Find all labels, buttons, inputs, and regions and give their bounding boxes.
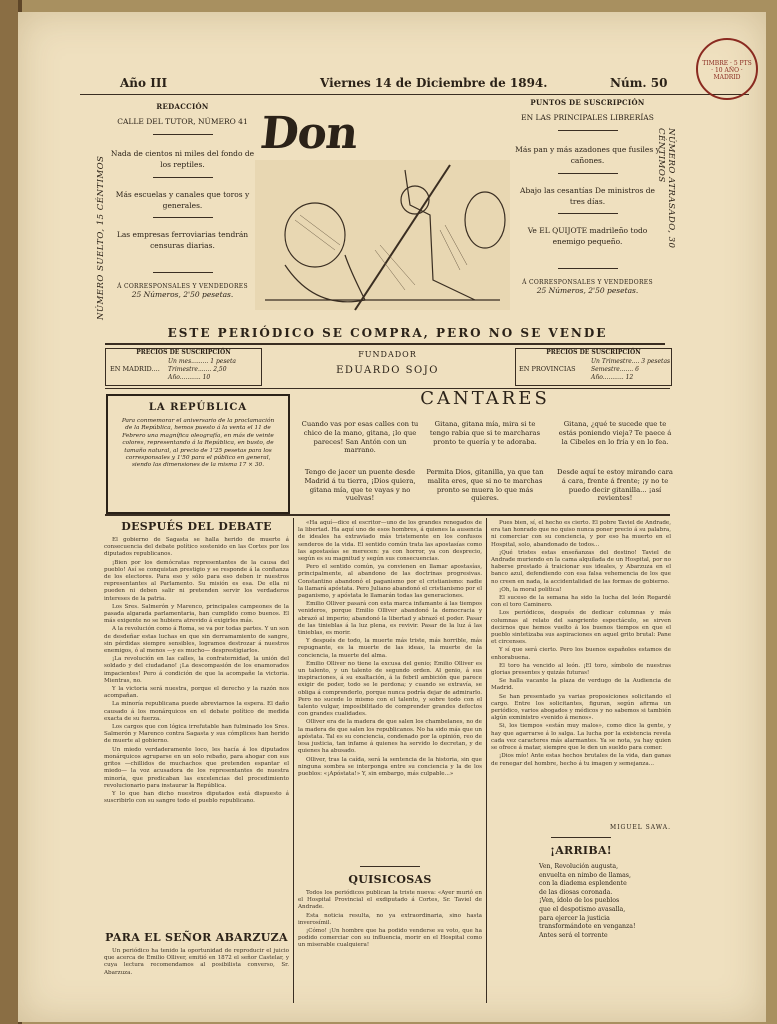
debate-p7: La minoría republicana puede abreviarnos la espera. El daño causado á los monárquicos en el debate político de medida exacta de su fuerza. [104, 701, 289, 722]
cantar-3: Gitana, ¿qué te sucede que te estás poniendo vieja? Te paece á la Cibeles en lo fría y en lo fea. [558, 420, 672, 446]
correspondents-left: Á CORRESPONSALES Y VENDEDORES [117, 283, 248, 291]
correspondents-right: Á CORRESPONSALES Y VENDEDORES [522, 279, 653, 287]
debate-p1: El gobierno de Sagasta se halla herido de muerte á consecuencia del debate político sostenido en las Cortes por los diputados republicanos. [104, 537, 289, 558]
quisicosas-p1: Todos los periódicos publican la triste nueva: «Ayer murió en el Hospital Provincial el exdiputado á Cortes, Sr. Taviel de Andrade. [298, 890, 482, 911]
prices-madrid-row-2: Trimestre....... 2,50 [168, 366, 227, 373]
cantar-6: Desde aquí te estoy mirando cara á cara, frente á frente; ¡y no te puedo decir gitanilla... ¡así revientes! [557, 468, 673, 503]
olliver-p5: Emilio Olliver no tiene la excusa del genio; Emilio Olliver es un talento, y un talento de segundo orden. Al genio, á sus inspiraciones, á su exaltación, á la febril ambición que parece exigir de poder, todo se le perdona; y cuando se extravía, se obliga á comprenderlo, porque nunca podría dejar de admirarlo. Pero no sucede lo mismo con el talento, y sobre todo con el talento vulgar, imposibilitado de comprender grandes defectos con grandes cualidades. [298, 660, 482, 718]
debate-p3: Los Sres. Salmerón y Marenco, principales campeones de la pasada algarada parlamentaria, han cumplido como buenos. El más exigente no se hubiera atrevido á exigirles más. [104, 603, 289, 625]
taviel-p4: El suceso de la semana ha sido la lucha del león Regardé con el toro Caminero. [491, 595, 671, 609]
arriba-line-2: envuelta en nimbo de llamas, [539, 871, 631, 879]
newspaper-title: Don [258, 108, 360, 159]
olliver-p6: Olliver era de la madera de que salen los chambelanes, no de la madera de que salen los republicanos. No ha sido más que un apóstata. Tal es su conciencia, condenado por la opinión, reo de lesa justicia, tan infame á quienes ha servido lo decretan, y de quienes ha abusado. [298, 719, 482, 755]
suscripcion-sub: EN LAS PRINCIPALES LIBRERÍAS [521, 113, 654, 122]
taviel-p1: Pues bien, sí, el hecho es cierto. El pobre Taviel de Andrade, era tan honrado que no quiso nunca poner precio á su palabra, ni comerciar con su conciencia, y por eso ha muerto en el Hospital, solo, abandonado de todos... [491, 520, 671, 548]
olliver-p7: Olliver, tras la caída, será la sentencia de la historia, sin que ninguna sombra se interponga entre su conciencia y la de los pueblos: «¡Apóstata!» Y, sin embargo, más culpable...» [298, 756, 482, 777]
redaccion-address: CALLE DEL TUTOR, NÚMERO 41 [117, 117, 248, 126]
correspondents-right-price: 25 Números, 2'50 pesetas. [536, 286, 639, 296]
founder-label: FUNDADOR [358, 350, 417, 359]
column-3 [491, 520, 671, 940]
debate-p2: ¡Bien por los demócratas representantes de la causa del pueblo! Así se conquistan prestigio y se responde á la confianza de los electores. Para eso y sólo para eso deben ir nuestros representantes al Parlamento. Su misión es esa. De ella ni pueden ni deben salir ni pretenden servir los verdaderos intereses de la patria. [104, 559, 289, 602]
left-motto-3: Las empresas ferroviarias tendrán censuras diarias. [116, 230, 249, 251]
prices-prov-label: PRECIOS DE SUSCRIPCIÓN [546, 349, 641, 356]
correspondents-left-price: 25 Números, 2'50 pesetas. [131, 290, 234, 300]
arriba-line-3: con la diadema esplendente [539, 880, 627, 888]
prices-madrid-row-3: Año........... 10 [168, 374, 211, 381]
taviel-p11: ¡Dios mío! Ante estas hechos brutales de la vida, dan ganas de renegar del hombre, hecho á tu imagen y semejanza... [491, 753, 671, 767]
quisicosas-p2: Esta noticia resulta, no ya extraordinaria, sino hasta inverosímil. [298, 912, 482, 926]
arriba-line-5: ¡Ven, ídolo de los pueblos [539, 897, 620, 905]
quisicosas-rule [360, 866, 420, 867]
prices-madrid-title: EN MADRID.... [110, 365, 160, 373]
founder-name: EDUARDO SOJO [336, 365, 439, 376]
cantar-5: Permita Dios, gitanilla, ya que tan malita eres, que si no te marchas pronto se muera lo que más quieres. [426, 468, 544, 503]
taviel-p5: Los periódicos, después de dedicar columnas y más columnas al relato del sangriento espectáculo, se sirven decirnos que hemos vuelto á los buenos tiempos en que el pueblo sintetizaba sus aspiraciones en aquel grito brutal: Pane et circenses. [491, 610, 671, 646]
prices-prov-row-1: Un Trimestre.... 3 pesetas [591, 358, 671, 365]
section-rule [105, 514, 670, 516]
column-rule-2 [486, 518, 487, 1003]
debate-p8: Los cargos que con lógica irrefutable han fulminado los Sres. Salmerón y Marenco contra Sagasta y sus cómplices han herido de muerte al gobierno. [104, 724, 289, 745]
vertical-price-right: NÚMERO ATRASADO, 30 CÉNTIMOS [656, 128, 676, 249]
arriba-line-9: Antes será el torrente [539, 931, 608, 939]
taviel-body [491, 520, 671, 820]
arriba-line-6: que el despotismo avasalla, [539, 905, 626, 913]
taviel-p6: Y sí que será cierto. Pero los buenos españoles estamos de enhorabuena. [491, 647, 671, 661]
quisicosas-body [298, 890, 482, 960]
prices-madrid [105, 348, 262, 386]
column-rule-1 [293, 518, 294, 1003]
prices-provincias [515, 348, 672, 386]
redaccion-label: REDACCIÓN [156, 102, 209, 111]
republica-text: Para conmemorar el aniversario de la proclamación de la República, hemos puesto á la venta el 11 de Febrero una magnífica oleografía, en más de veinte colores, representando á la República, en busto, de tamaño natural, al precio de 1'25 pesetas para los corresponsales y 1'50 para el público en general, siendo las dimensiones de la misma 17 × 30. [121, 418, 275, 469]
olliver-p1: «Ha aquí—dice el escritor—uno de los grandes renegados de la libertad. Ha aquí uno de esos hombres, á quienes la ausencia de ideales ha extraviado más tristemente en los confusos senderos de la vida. El sentido común trata las apostasías como las apostasías se merecen: ya con horror, ya con desprecio, según es su magnitud y según sus consecuencias. [298, 520, 482, 563]
issue-number: Núm. 50 [610, 76, 668, 90]
cantar-4: Tengo de jacer un puente desde Madrid á tu tierra, ¡Dios quiera, gitana mía, que te vayas y no vuelvas! [304, 468, 416, 503]
olliver-p4: Y después de todo, la muerte más triste, más horrible, más repugnante, es la muerte de las ideas, la muerte de la conciencia, la muerte del alma. [298, 638, 482, 659]
abarzuza-p1: Un periódico ha tenido la oportunidad de reproducir el juicio que acerca de Emilio Olliver, emitió en 1872 el señor Castelar, y cuya lectura recomendamos al posibilista converso, Sr. Abarzuza. [104, 948, 289, 976]
suscripcion-label: PUNTOS DE SUSCRIPCIÓN [530, 98, 645, 107]
taviel-p9: Se han presentado ya varias proposiciones solicitando el cargo. Entre los solicitantes, figuran, según afirma un periódico, varios abogados y médicos y no sabemos si también algún exministro «venido á menos». [491, 693, 671, 722]
quixote-illustration [255, 160, 510, 310]
republica-box [106, 394, 290, 514]
right-motto-2: Abajo las cesantías De ministros de tres días. [520, 185, 655, 206]
taviel-p10: Si, los tiempos «están muy malos», como dice la gente, y hay que agarrarse á lo salga. La lucha por la existencia revela cada vez caracteres más alarmantes. Ya se nota, ya hay quien se ofrece á matar, siempre que le den un sueldo para comer. [491, 723, 671, 752]
stamp-text: TIMBRE · 5 PTS · 10 AÑO · MADRID [702, 60, 752, 81]
arriba-poem [491, 863, 671, 940]
right-motto-3: Ve EL QUIJOTE madrileño todo enemigo pequeño. [527, 226, 648, 247]
cantares-title: CANTARES [420, 388, 550, 409]
quisicosas-title: QUISICOSAS [348, 873, 432, 886]
taviel-p2: ¡Qué tristes estas enseñanzas del destino! Taviel de Andrade muriendo en la cama alquilada de un Hospital, por no haberse prestado á traicionar sus ideales, y Abarzuza en el banco azul, defendiendo con esa falsa vehemencia de los que no creen en nada, la accidentalidad de las formas de gobierno. [491, 549, 671, 585]
issue-date: Viernes 14 de Diciembre de 1894. [320, 76, 548, 90]
arriba-title: ¡ARRIBA! [550, 844, 612, 857]
taviel-p3: ¡Oh, la moral política! [499, 586, 562, 593]
prices-prov-title: EN PROVINCIAS [519, 365, 576, 373]
signature: MIGUEL SAWA. [610, 824, 671, 831]
illustration-bg [255, 160, 510, 310]
suscripcion-block [515, 98, 660, 297]
arriba-line-1: Ven, Revolución augusta, [539, 863, 619, 870]
debate-p10: Y lo que han dicho nuestros diputados está dispuesto á suscribirlo con su sangre todo el pueblo republicano. [104, 790, 289, 805]
slogan: ESTE PERIÓDICO SE COMPRA, PERO NO SE VENDE [167, 326, 608, 340]
issue-year: Año III [120, 76, 168, 90]
header-rule [80, 94, 749, 95]
left-motto-1: Nada de cientos ni miles del fondo de los reptiles. [110, 148, 255, 169]
debate-p4: A la revolución como á Roma, se va por todas partes. Y un son de desdeñar estas luchas en que sin derramamiento de sangre, sin pérdidas siempre sensibles, logramos destrozar á nuestros enemigos, ó al menos —y es mucho— desprestigiarlos. [104, 626, 289, 655]
olliver-p2: Pero el sentido común, ya convienen en llamar apostasías, principalmente, al abandono de las doctrinas progresivas. Constantino abandonó el paganismo por el cristianismo: nadie la llamará apóstata. Pero Juliano abandonó el cristianismo por el paganismo, y apóstata le llamarán todas las generaciones. [298, 564, 482, 600]
debate-p9: Un miedo verdaderamente loco, les hacía á los diputados monárquicos agruparse en un solo rebaño, para ahogar con sus gritos —chillidos de muchachos que pretenden espantar el miedo— la voz acusadora de los representantes de nuestra minoría, que predicaban las excelencias del procedimiento revolucionario para instaurar la República. [104, 746, 289, 789]
debate-p6: Y la victoria será nuestra, porque el derecho y la razón nos acompañan. [104, 686, 289, 700]
prices-prov-row-3: Año........... 12 [591, 374, 634, 381]
column-2 [298, 520, 482, 960]
arriba-line-7: para ejercer la justicia [539, 914, 610, 922]
abarzuza-body [104, 948, 289, 976]
republica-title: LA REPÚBLICA [148, 402, 248, 413]
olliver-body [298, 520, 482, 860]
redaccion-block [110, 102, 255, 301]
cantar-1: Cuando vas por esas calles con tu chico de la mano, gitana, ¡lo que pareces! San Antón con un marrano. [301, 420, 419, 455]
prices-prov-row-2: Semestre....... 6 [591, 366, 639, 373]
abarzuza-title: PARA EL SEÑOR ABARZUZA [105, 931, 288, 944]
olliver-p3: Emilio Olliver pasará con esta marca infamante á las tiempos venideros, porque Emilio Olliver abandonó la democracia y abrazó al imperio; abandonó la libertad y abrazó el poder. Pasar de las tinieblas á la luz plena, es revivir. Pasar de la luz á las tinieblas, es morir. [298, 601, 482, 637]
arriba-line-4: de las diosas coronada. [539, 888, 613, 896]
prices-madrid-label: PRECIOS DE SUSCRIPCIÓN [136, 349, 231, 356]
debate-title: DESPUÉS DEL DEBATE [121, 520, 272, 533]
right-motto-1: Más pan y más azadones que fusiles y cañones. [515, 144, 660, 165]
founder-block [265, 350, 510, 376]
vertical-price-left: NÚMERO SUELTO, 15 CÉNTIMOS [96, 155, 106, 320]
column-1 [104, 520, 289, 976]
debate-p5: ¡La revolución en las calles, la confraternidad, la unión del soldado y del ciudadano! ¡La descompasión de los enamorados impacientes! Pero á condición de que la acompañe la victoria. Mientras, no. [104, 656, 289, 684]
taviel-p8: Se halla vacante la plaza de verdugo de la Audiencia de Madrid. [491, 678, 671, 692]
slogan-rule [105, 343, 665, 345]
debate-body [104, 537, 289, 919]
arriba-line-8: transformándote en venganza! [539, 923, 636, 931]
quisicosas-p3: ¡Cómo! ¡Un hombre que ha podido venderse su voto, que ha podido comerciar con su influencia, morir en el Hospital como un miserable cualquiera! [298, 928, 482, 949]
tax-stamp [696, 38, 758, 100]
prices-madrid-row-1: Un mes......... 1 peseta [168, 358, 236, 365]
left-motto-2: Más escuelas y canales que toros y generales. [115, 189, 250, 210]
cantar-2: Gitana, gitana mía, mira si te tengo rabia que si te marcharas pronto te quería y te adoraba. [429, 420, 541, 446]
arriba-rule [551, 837, 611, 838]
taviel-p7: El toro ha vencido al león. ¡El toro, símbolo de nuestras glorias presentes y quizás futuras! [491, 662, 671, 677]
